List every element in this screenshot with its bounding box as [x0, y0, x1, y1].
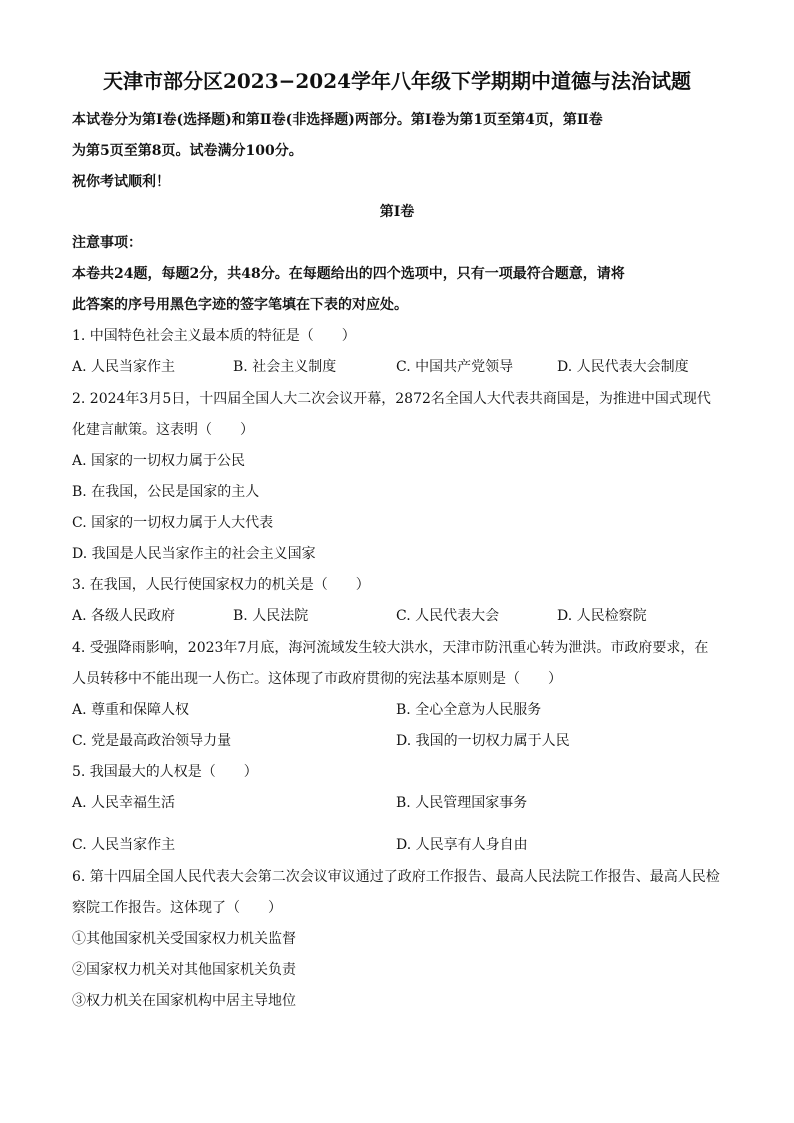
page-title: 天津市部分区2023−2024学年八年级下学期期中道德与法治试题 [102, 69, 692, 93]
question-1-option-a: A. 人民当家作主 [72, 359, 176, 375]
question-3-option-b: B. 人民法院 [233, 608, 309, 624]
question-1-option-d: D. 人民代表大会制度 [557, 359, 689, 375]
section-heading: 第Ⅰ卷 [379, 204, 415, 220]
question-3-option-c: C. 人民代表大会 [396, 608, 500, 624]
question-6-stem-1: 6. 第十四届全国人民代表大会第二次会议审议通过了政府工作报告、最高人民法院工作报告、最高人民检 [72, 869, 720, 885]
question-2-option-b: B. 在我国，公民是国家的主人 [72, 484, 260, 500]
question-4-option-a: A. 尊重和保障人权 [72, 702, 190, 718]
question-4-option-b: B. 全心全意为人民服务 [396, 702, 542, 718]
intro-line-1: 本试卷分为第Ⅰ卷(选择题)和第Ⅱ卷(非选择题)两部分。第Ⅰ卷为第1页至第4页，第Ⅱ卷 [72, 112, 603, 128]
notice-line-1: 本卷共24题，每题2分，共48分。在每题给出的四个选项中，只有一项最符合题意，请将 [72, 266, 625, 282]
question-3-stem: 3. 在我国，人民行使国家权力的机关是（ ） [72, 577, 370, 593]
question-4-stem-1: 4. 受强降雨影响，2023年7月底，海河流域发生较大洪水，天津市防汛重心转为泄洪。市政府要求，在 [72, 640, 709, 656]
question-4-option-d: D. 我国的一切权力属于人民 [396, 733, 570, 749]
question-3-option-a: A. 各级人民政府 [72, 608, 176, 624]
question-6-statement-3: ③权力机关在国家机构中居主导地位 [72, 993, 296, 1009]
question-6-stem-2: 察院工作报告。这体现了（ ） [72, 900, 282, 916]
question-5-option-c: C. 人民当家作主 [72, 837, 176, 853]
question-6-statement-2: ②国家权力机关对其他国家机关负责 [72, 962, 296, 978]
question-4-option-c: C. 党是最高政治领导力量 [72, 733, 232, 749]
question-6-statement-1: ①其他国家机关受国家权力机关监督 [72, 931, 296, 947]
notice-line-2: 此答案的序号用黑色字迹的签字笔填在下表的对应处。 [72, 297, 408, 313]
question-2-option-d: D. 我国是人民当家作主的社会主义国家 [72, 546, 316, 562]
intro-line-3: 祝你考试顺利！ [72, 174, 170, 190]
question-2-stem-2: 化建言献策。这表明（ ） [72, 422, 254, 438]
question-2-option-c: C. 国家的一切权力属于人大代表 [72, 515, 274, 531]
question-1-option-c: C. 中国共产党领导 [396, 359, 514, 375]
question-2-option-a: A. 国家的一切权力属于公民 [72, 453, 246, 469]
intro-line-2: 为第5页至第8页。试卷满分100分。 [72, 143, 303, 159]
question-5-option-a: A. 人民幸福生活 [72, 795, 176, 811]
question-4-stem-2: 人员转移中不能出现一人伤亡。这体现了市政府贯彻的宪法基本原则是（ ） [72, 671, 562, 687]
question-1-stem: 1. 中国特色社会主义最本质的特征是（ ） [72, 328, 356, 344]
question-1-option-b: B. 社会主义制度 [233, 359, 337, 375]
question-5-option-d: D. 人民享有人身自由 [396, 837, 528, 853]
question-5-stem: 5. 我国最大的人权是（ ） [72, 764, 258, 780]
question-3-option-d: D. 人民检察院 [557, 608, 647, 624]
question-2-stem-1: 2. 2024年3月5日，十四届全国人大二次会议开幕，2872名全国人大代表共商国是，为推进中国式现代 [72, 391, 711, 407]
question-5-option-b: B. 人民管理国家事务 [396, 795, 528, 811]
notice-heading: 注意事项： [72, 235, 142, 251]
